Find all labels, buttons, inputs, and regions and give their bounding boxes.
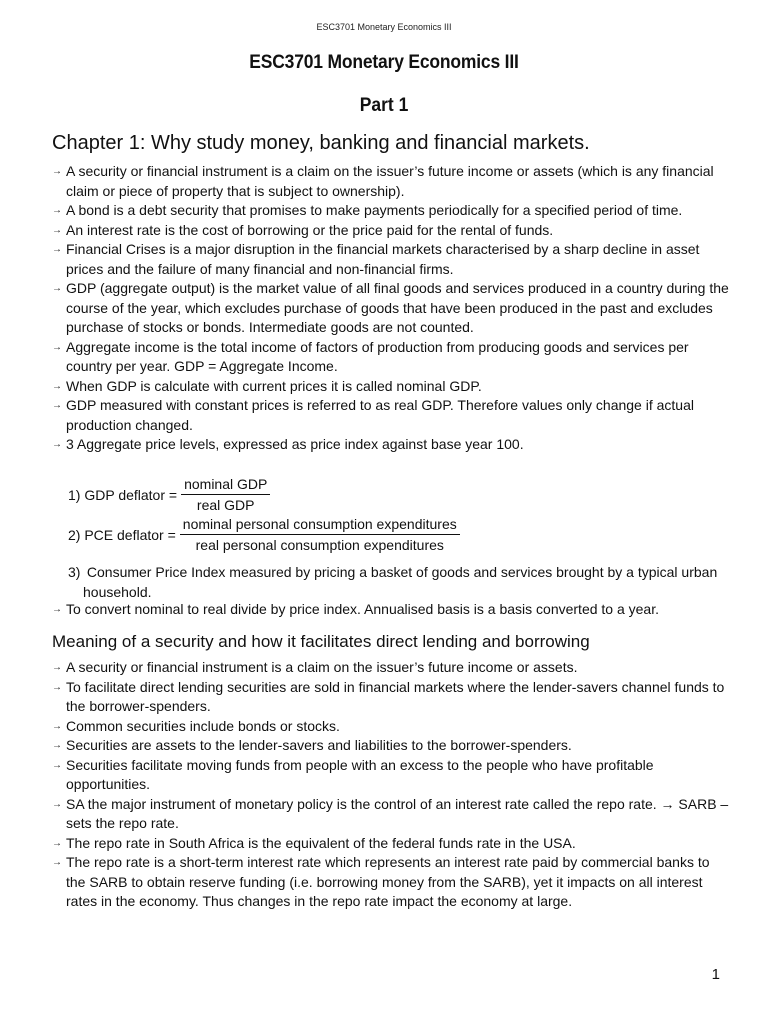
numerator: nominal GDP: [181, 476, 270, 495]
list-item: [52, 201, 732, 221]
bullet-text: GDP measured with constant prices is referred to as real GDP. Therefore values only change if actual production changed.: [66, 397, 694, 433]
list-item: [52, 162, 732, 201]
arrow-icon: →: [52, 439, 62, 450]
chapter-bullet-list: [52, 162, 732, 455]
arrow-icon: →: [52, 205, 62, 216]
arrow-icon: →: [52, 604, 62, 615]
bullet-text: An interest rate is the cost of borrowing or the price paid for the rental of funds.: [66, 221, 554, 238]
list-item: [52, 658, 732, 678]
bullet-text: The repo rate in South Africa is the equivalent of the federal funds rate in the USA.: [66, 834, 576, 851]
bullet-text: Securities facilitate moving funds from people with an excess to the people who have profitable opportunities.: [66, 756, 654, 792]
bullet-text: 3 Aggregate price levels, expressed as price index against base year 100.: [66, 436, 524, 452]
arrow-icon: →: [52, 720, 62, 732]
section-bullet-list: [52, 658, 732, 912]
arrow-icon: →: [52, 400, 62, 411]
list-item: [52, 853, 732, 912]
page-number: 1: [711, 966, 720, 983]
bullet-text: SA the major instrument of monetary policy is the control of an interest rate called the repo rate. → SARB – sets the repo rate.: [66, 795, 729, 831]
conversion-bullet-list: [52, 600, 732, 620]
formula-label: 2) PCE deflator =: [68, 526, 176, 543]
gdp-deflator-formula: [68, 476, 270, 513]
cpi-number: 3): [68, 564, 81, 580]
arrow-icon: →: [52, 857, 62, 868]
formula-label: 1) GDP deflator =: [68, 486, 178, 503]
list-item: [52, 221, 732, 241]
bullet-text: A security or financial instrument is a claim on the issuer’s future income or assets.: [66, 659, 578, 675]
bullet-text: Common securities include bonds or stocks.: [66, 717, 340, 734]
bullet-text: Aggregate income is the total income of factors of production from producing goods and services per country per year. GDP = Aggregate Income.: [66, 338, 689, 374]
fraction: [180, 516, 460, 553]
arrow-icon: →: [52, 662, 62, 673]
bullet-text: To convert nominal to real divide by price index. Annualised basis is a basis converted to a year.: [66, 601, 659, 617]
list-item: [52, 717, 732, 737]
bullet-text: A security or financial instrument is a claim on the issuer’s future income or assets (which is any financial claim or piece of property that is subject to ownership).: [66, 163, 714, 199]
section-heading: Meaning of a security and how it facilitates direct lending and borrowing: [52, 632, 590, 651]
list-item: [52, 435, 732, 455]
arrow-icon: →: [52, 380, 62, 392]
arrow-icon: →: [52, 341, 62, 353]
running-header: ESC3701 Monetary Economics III: [316, 22, 452, 32]
bullet-text: Financial Crises is a major disruption in the financial markets characterised by a sharp decline in asset prices and the failure of many financial and non-financial firms.: [66, 241, 700, 277]
cpi-item: [68, 563, 723, 602]
list-item: [52, 795, 732, 834]
arrow-icon: →: [52, 166, 62, 177]
arrow-icon: →: [52, 740, 62, 751]
list-item: [52, 678, 732, 717]
list-item: [52, 279, 732, 338]
list-item: [52, 377, 732, 397]
arrow-icon: →: [52, 283, 62, 294]
denominator: real personal consumption expenditures: [195, 537, 444, 553]
arrow-icon: →: [52, 798, 62, 810]
arrow-icon: →: [52, 224, 62, 236]
denominator: real GDP: [196, 497, 255, 513]
list-item: [52, 736, 732, 756]
part-title: Part 1: [359, 95, 409, 116]
list-item: [52, 600, 732, 620]
cpi-text: Consumer Price Index measured by pricing a basket of goods and services brought by a typical urban household.: [83, 564, 718, 600]
list-item: [52, 834, 732, 854]
list-item: [52, 338, 732, 377]
list-item: [52, 756, 732, 795]
bullet-text: The repo rate is a short-term interest rate which represents an interest rate paid by commercial banks to the SARB to obtain reserve funding (i.e. borrowing money from the SARB), yet it impacts on all interest rates in the economy. Thus changes in the repo rate impact the economy at large.: [66, 854, 710, 909]
document-title: ESC3701 Monetary Economics III: [249, 52, 519, 73]
list-item: [52, 396, 732, 435]
bullet-text: A bond is a debt security that promises to make payments periodically for a specified period of time.: [66, 202, 683, 218]
pce-deflator-formula: [68, 516, 460, 553]
list-item: [52, 240, 732, 279]
bullet-text: GDP (aggregate output) is the market value of all final goods and services produced in a country during the course of the year, which excludes purchase of goods that have been produced in the past and excludes purchase of stocks or bonds. Intermediate goods are not counted.: [66, 280, 729, 335]
fraction: [181, 476, 270, 513]
bullet-text: To facilitate direct lending securities are sold in financial markets where the lender-savers channel funds to the borrower-spenders.: [66, 678, 725, 714]
bullet-text: When GDP is calculate with current prices it is called nominal GDP.: [66, 377, 482, 394]
numerator: nominal personal consumption expenditures: [180, 516, 460, 535]
arrow-icon: →: [52, 837, 62, 849]
arrow-icon: →: [52, 759, 62, 771]
arrow-icon: →: [52, 681, 62, 693]
arrow-icon: →: [52, 244, 62, 255]
bullet-text: Securities are assets to the lender-savers and liabilities to the borrower-spenders.: [66, 737, 572, 753]
chapter-heading: Chapter 1: Why study money, banking and financial markets.: [52, 132, 590, 154]
